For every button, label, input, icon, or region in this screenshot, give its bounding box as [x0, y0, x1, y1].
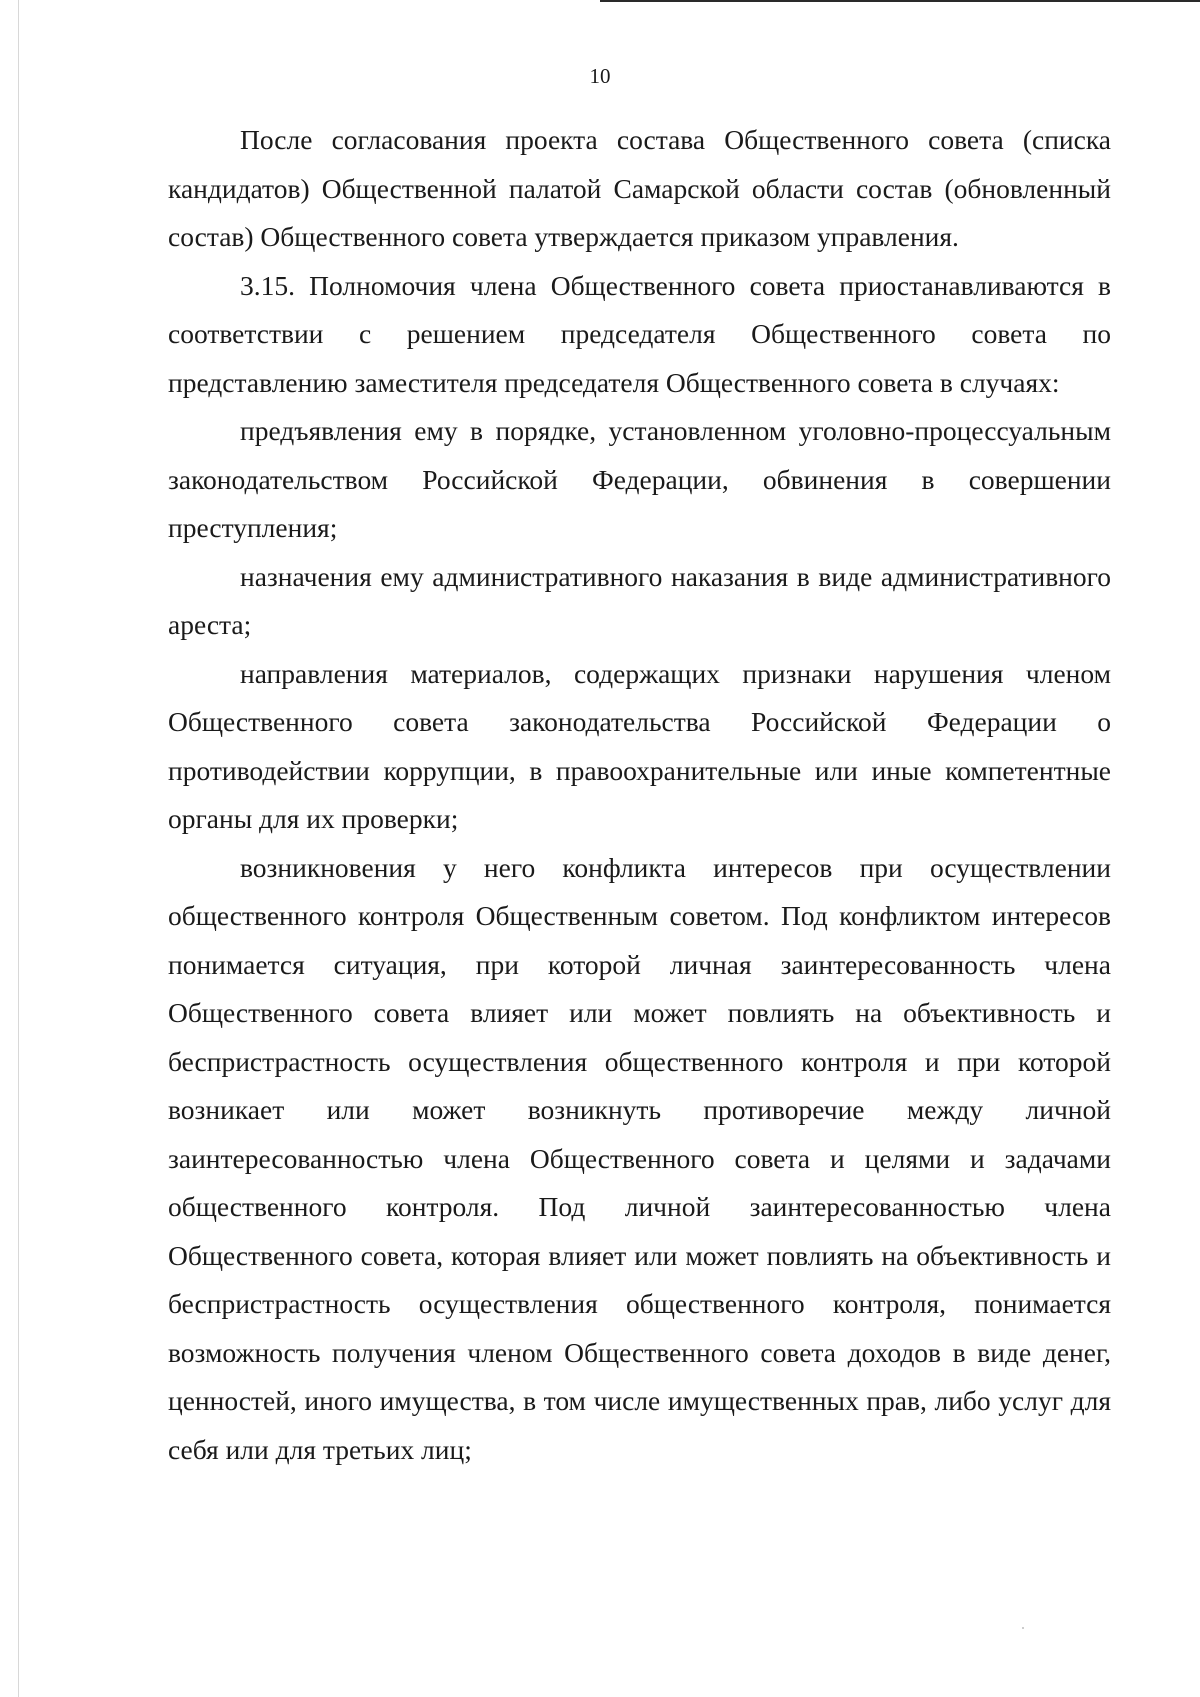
paragraph-approval: После согласования проекта состава Общественного совета (списка кандидатов) Общественной палатой Самарской области состав (обновленный состав) Общественного совета утверждается приказом управления. [168, 124, 1111, 252]
paragraph-charges: предъявления ему в порядке, установленном уголовно-процессуальным законодательством Российской Федерации, обвинения в совершении преступления; [168, 415, 1111, 543]
scan-edge-left [18, 0, 19, 1697]
scan-edge-top [600, 0, 1200, 2]
paragraph-arrest: назначения ему административного наказания в виде административного ареста; [168, 560, 1111, 640]
page-number: 10 [589, 64, 611, 88]
scan-speck [1022, 1627, 1024, 1629]
document-body [168, 116, 1111, 1474]
paragraph-3-15: 3.15. Полномочия члена Общественного совета приостанавливаются в соответствии с решением председателя Общественного совета по представлению заместителя председателя Общественного совета в случаях: [168, 269, 1111, 398]
paragraph-conflict-of-interest: возникновения у него конфликта интересов при осуществлении общественного контроля Общественным советом. Под конфликтом интересов понимается ситуация, при которой личная заинтересованность члена Общественного совета влияет или может повлиять на объективность и беспристрастность осуществления общественного контроля и при которой возникает или может возникнуть противоречие между личной заинтересованностью члена Общественного совета и целями и задачами общественного контроля. Под личной заинтересованностью члена Общественного совета, которая влияет или может повлиять на объективность и беспристрастность осуществления общественного контроля, понимается возможность получения членом Общественного совета доходов в виде денег, ценностей, иного имущества, в том числе имущественных прав, либо услуг для себя или для третьих лиц; [168, 851, 1111, 1465]
paragraph-corruption: направления материалов, содержащих признаки нарушения членом Общественного совета законодательства Российской Федерации о противодействии коррупции, в правоохранительные или иные компетентные органы для их проверки; [168, 657, 1111, 834]
